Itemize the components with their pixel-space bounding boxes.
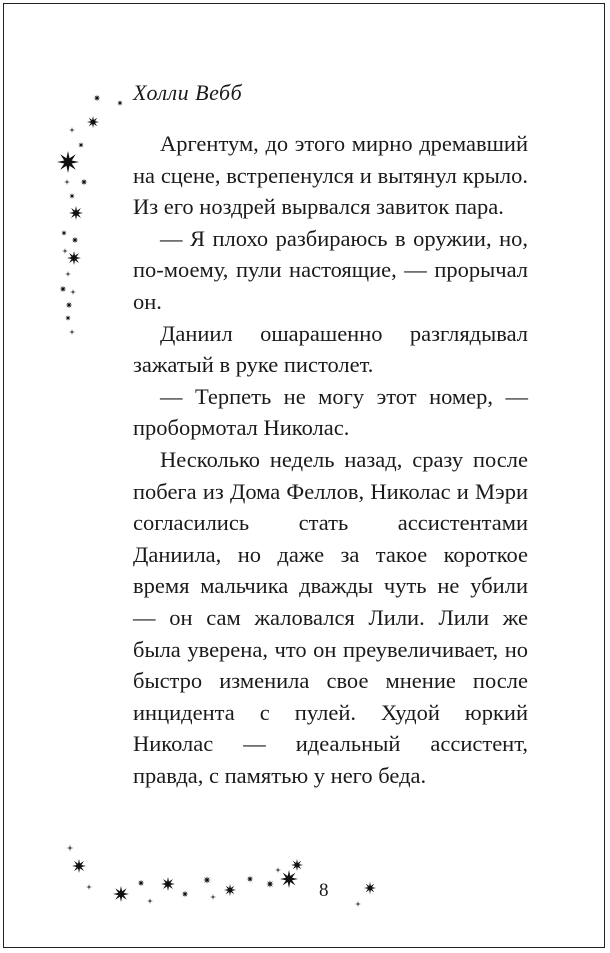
paragraph: Даниил ошарашенно разглядывал зажатый в руке пистолет.: [133, 320, 528, 378]
bottom-star-cluster-icon: [67, 845, 377, 908]
paragraph: Аргентум, до этого мирно дремавший на сцене, встрепенулся и вытянул крыло. Из его ноздрей вырвался завиток пара.: [133, 131, 528, 220]
paragraph: — Терпеть не могу этот номер, — пробормотал Николас.: [133, 383, 528, 441]
left-star-cluster-icon: [57, 95, 123, 336]
running-head-author: Холли Вебб: [133, 80, 243, 105]
page-body-text: [133, 128, 528, 791]
paragraph: Несколько недель назад, сразу после побега из Дома Феллов, Николас и Мэри согласились стать ассистентами Даниила, но даже за такое короткое время мальчика дважды чуть не убили — он сам жаловался Лили. Лили же была уверена, что он преувеличивает, но быстро изменила свое мнение после инцидента с пулей. Худой юркий Николас — идеальный ассистент, правда, с памятью у него беда.: [133, 446, 528, 788]
page-number: 8: [319, 880, 329, 901]
paragraph: — Я плохо разбираюсь в оружии, но, по-моему, пули настоящие, — прорычал он.: [133, 225, 528, 314]
